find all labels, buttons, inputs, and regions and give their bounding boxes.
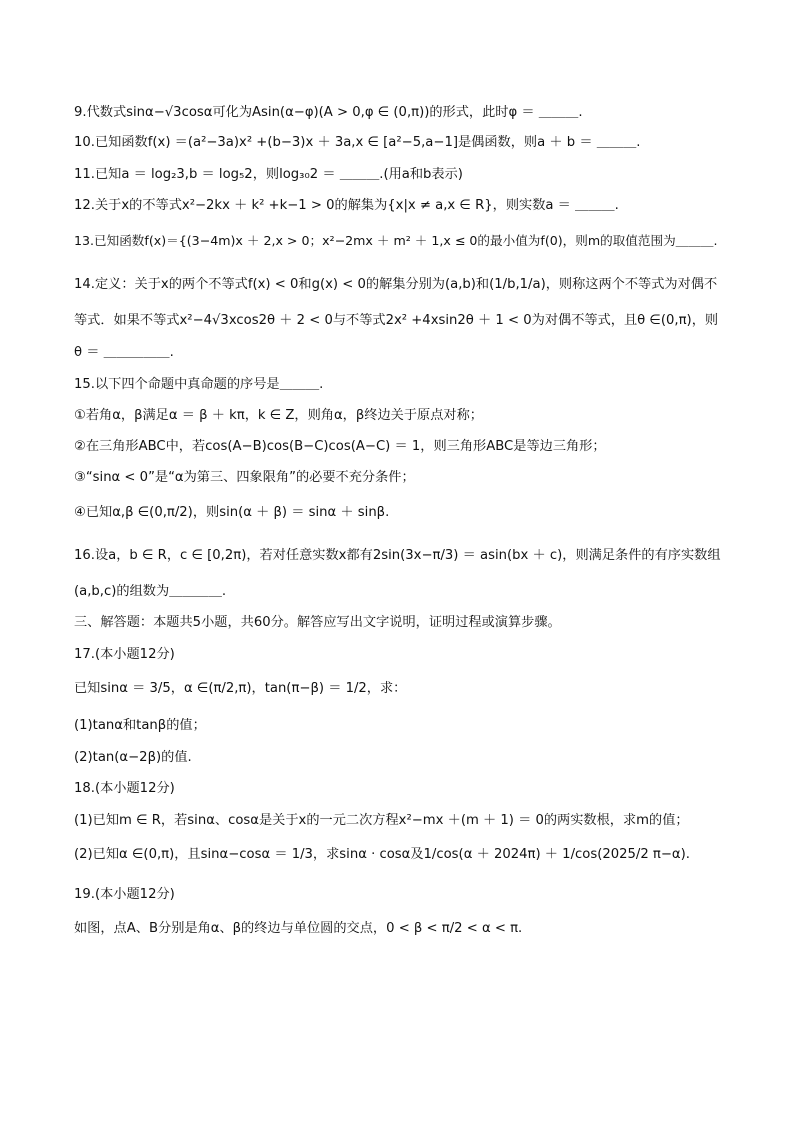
- problem-19-statement: 如图，点A、B分别是角α、β的终边与单位圆的交点，0 < β < π/2 < α < π.: [74, 921, 523, 936]
- problem-13: 13.已知函数f(x)＝{(3−4m)x ＋ 2,x > 0；x²−2mx ＋ m² ＋ 1,x ≤ 0的最小值为f(0)，则m的取值范围为＿＿＿.: [74, 233, 718, 248]
- problem-16-line-2: (a,b,c)的组数为＿＿＿＿.: [74, 584, 227, 599]
- problem-14-line-1: 14.定义：关于x的两个不等式f(x) < 0和g(x) < 0的解集分别为(a,b)和(1/b,1/a)，则称这两个不等式为对偶不: [74, 277, 718, 292]
- problem-19-header: 19.(本小题12分): [74, 887, 175, 902]
- problem-18-part-1: (1)已知m ∈ R，若sinα、cosα是关于x的一元二次方程x²−mx ＋(m ＋ 1) ＝ 0的两实数根，求m的值；: [74, 813, 689, 828]
- problem-14-line-3: θ ＝ ＿＿＿＿＿.: [74, 345, 174, 360]
- proposition-4: ④已知α,β ∈(0,π/2)，则sin(α ＋ β) ＝ sinα ＋ sinβ.: [74, 505, 390, 520]
- problem-17-statement: 已知sinα ＝ 3/5，α ∈(π/2,π)，tan(π−β) ＝ 1/2，求：: [74, 681, 407, 696]
- problem-17-part-2: (2)tan(α−2β)的值.: [74, 750, 192, 765]
- problem-14-line-2: 等式．如果不等式x²−4√3xcos2θ ＋ 2 < 0与不等式2x² +4xsin2θ ＋ 1 < 0为对偶不等式，且θ ∈(0,π)，则: [74, 313, 719, 328]
- problem-18-header: 18.(本小题12分): [74, 781, 175, 796]
- section-heading: 三、解答题：本题共5小题，共60分。解答应写出文字说明，证明过程或演算步骤。: [74, 615, 561, 630]
- proposition-3: ③“sinα < 0”是“α为第三、四象限角”的必要不充分条件；: [74, 470, 415, 485]
- problem-16-line-1: 16.设a，b ∈ R，c ∈ [0,2π)，若对任意实数x都有2sin(3x−π/3) ＝ asin(bx ＋ c)，则满足条件的有序实数组: [74, 548, 721, 563]
- problem-17-header: 17.(本小题12分): [74, 647, 175, 662]
- proposition-2: ②在三角形ABC中，若cos(A−B)cos(B−C)cos(A−C) ＝ 1，则三角形ABC是等边三角形；: [74, 439, 606, 454]
- problem-11: 11.已知a ＝ log₂3,b ＝ log₅2，则log₃₀2 ＝ ＿＿＿.(用a和b表示): [74, 167, 463, 182]
- problem-12: 12.关于x的不等式x²−2kx ＋ k² +k−1 > 0的解集为{x|x ≠ a,x ∈ R}，则实数a ＝ ＿＿＿.: [74, 198, 619, 213]
- problem-17-part-1: (1)tanα和tanβ的值；: [74, 718, 206, 733]
- proposition-1: ①若角α，β满足α ＝ β ＋ kπ，k ∈ Z，则角α，β终边关于原点对称；: [74, 408, 483, 423]
- problem-18-part-2: (2)已知α ∈(0,π)，且sinα−cosα ＝ 1/3，求sinα · cosα及1/cos(α ＋ 2024π) ＋ 1/cos(2025/2 π−α).: [74, 847, 690, 862]
- problem-9: 9.代数式sinα−√3cosα可化为Asin(α−φ)(A > 0,φ ∈ (0,π))的形式，此时φ ＝ ＿＿＿.: [74, 105, 583, 120]
- problem-10: 10.已知函数f(x) ＝(a²−3a)x² +(b−3)x ＋ 3a,x ∈ [a²−5,a−1]是偶函数，则a ＋ b ＝ ＿＿＿.: [74, 135, 641, 150]
- problem-15: 15.以下四个命题中真命题的序号是＿＿＿.: [74, 377, 324, 392]
